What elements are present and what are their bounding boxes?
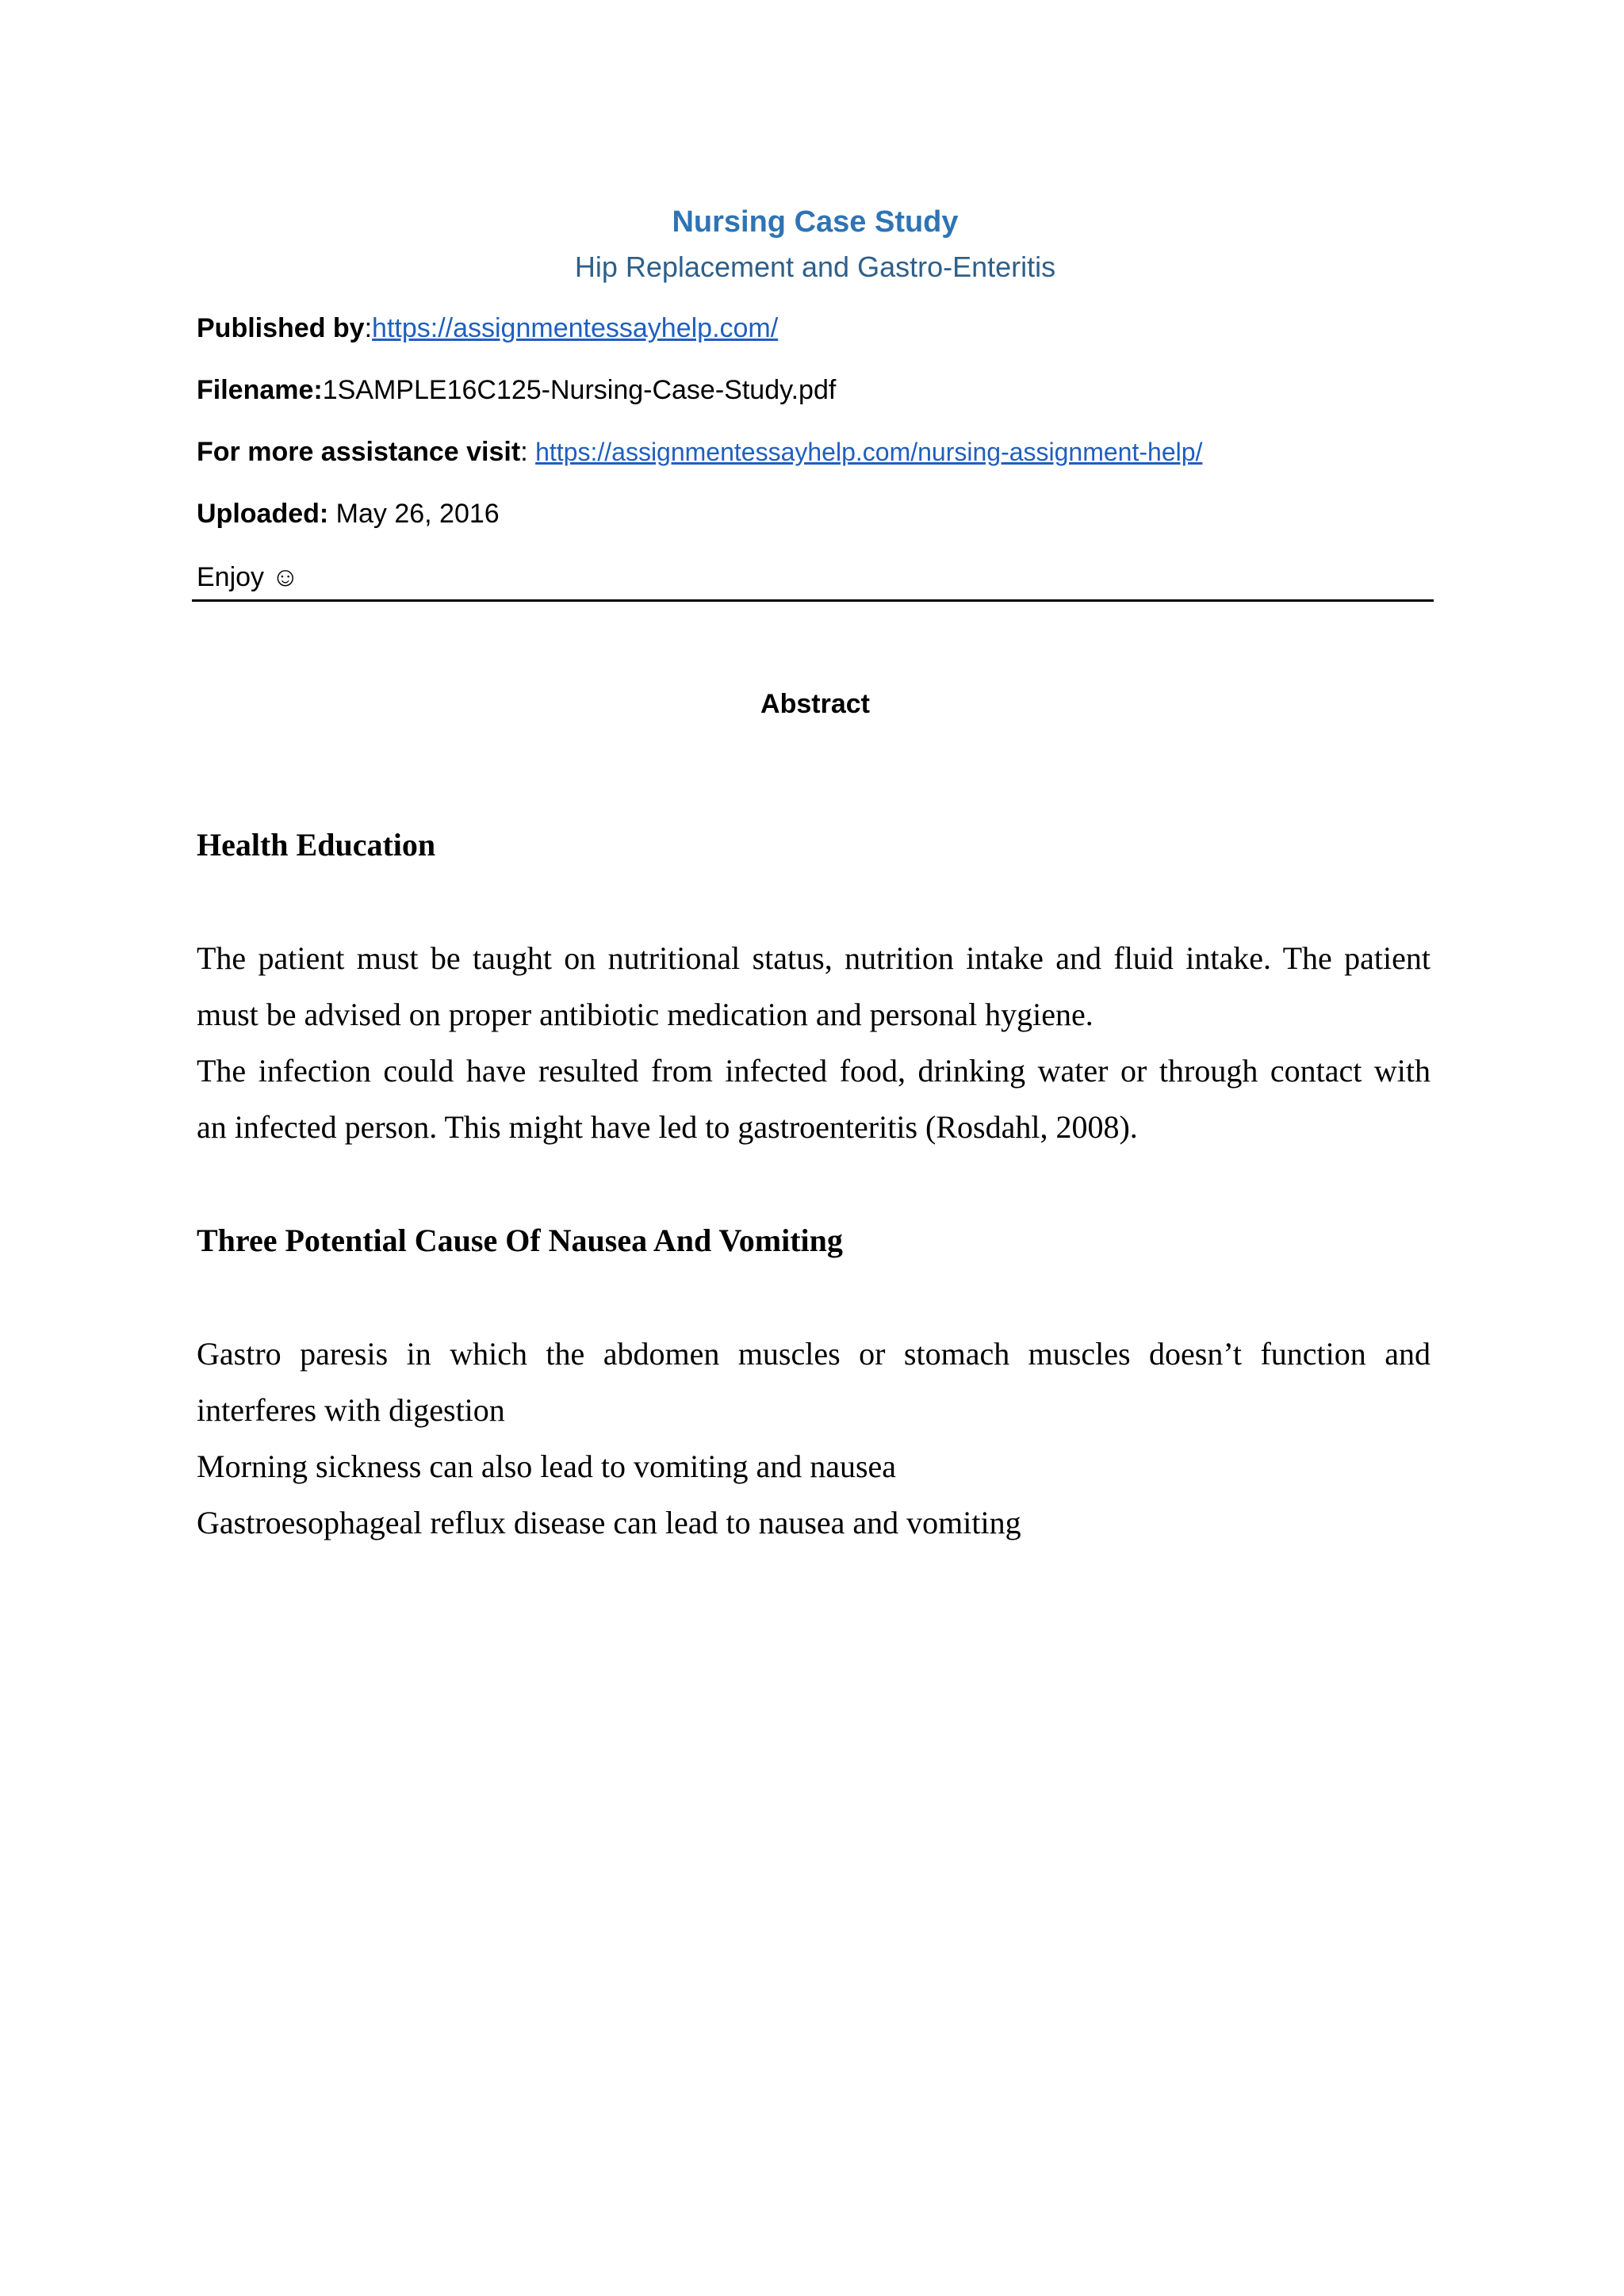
assistance-label: For more assistance visit bbox=[197, 437, 521, 467]
assistance-line bbox=[197, 431, 1202, 473]
health-education-paragraph bbox=[197, 930, 1431, 1155]
paragraph-line: an infected person. This might have led to gastroenteritis (Rosdahl, 2008). bbox=[197, 1109, 1138, 1145]
list-item: Gastroesophageal reflux disease can lead to nausea and vomiting bbox=[197, 1505, 1021, 1540]
list-item-line: Gastro paresis in which the abdomen muscles or stomach muscles doesn’t function and bbox=[197, 1336, 1431, 1372]
filename-line bbox=[197, 369, 836, 411]
assistance-separator: : bbox=[520, 437, 528, 467]
assistance-link[interactable]: https://assignmentessayhelp.com/nursing-assignment-help/ bbox=[535, 438, 1203, 466]
list-item-line: interferes with digestion bbox=[197, 1392, 505, 1428]
filename-value: 1SAMPLE16C125-Nursing-Case-Study.pdf bbox=[322, 375, 837, 405]
paragraph-line: The patient must be taught on nutritional status, nutrition intake and fluid intake. The patient bbox=[197, 940, 1431, 976]
published-by-line bbox=[197, 308, 778, 349]
published-by-link[interactable]: https://assignmentessayhelp.com/ bbox=[372, 313, 779, 343]
health-education-heading: Health Education bbox=[197, 827, 436, 863]
abstract-heading: Abstract bbox=[760, 689, 870, 719]
uploaded-value: May 26, 2016 bbox=[335, 499, 500, 529]
uploaded-label: Uploaded: bbox=[197, 499, 329, 529]
paragraph-line: The infection could have resulted from infected food, drinking water or through contact with bbox=[197, 1053, 1431, 1089]
header-divider bbox=[192, 599, 1434, 602]
uploaded-line bbox=[197, 493, 500, 534]
document-subtitle: Hip Replacement and Gastro-Enteritis bbox=[574, 251, 1056, 283]
filename-label: Filename: bbox=[197, 375, 323, 405]
published-by-label: Published by bbox=[197, 313, 365, 343]
paragraph-line: must be advised on proper antibiotic medication and personal hygiene. bbox=[197, 997, 1094, 1032]
published-by-separator: : bbox=[364, 313, 373, 343]
causes-heading: Three Potential Cause Of Nausea And Vomiting bbox=[197, 1223, 843, 1258]
enjoy-line: Enjoy ☺ bbox=[197, 562, 300, 592]
causes-list bbox=[197, 1326, 1431, 1551]
list-item: Morning sickness can also lead to vomiting and nausea bbox=[197, 1448, 897, 1484]
document-title: Nursing Case Study bbox=[672, 205, 959, 239]
